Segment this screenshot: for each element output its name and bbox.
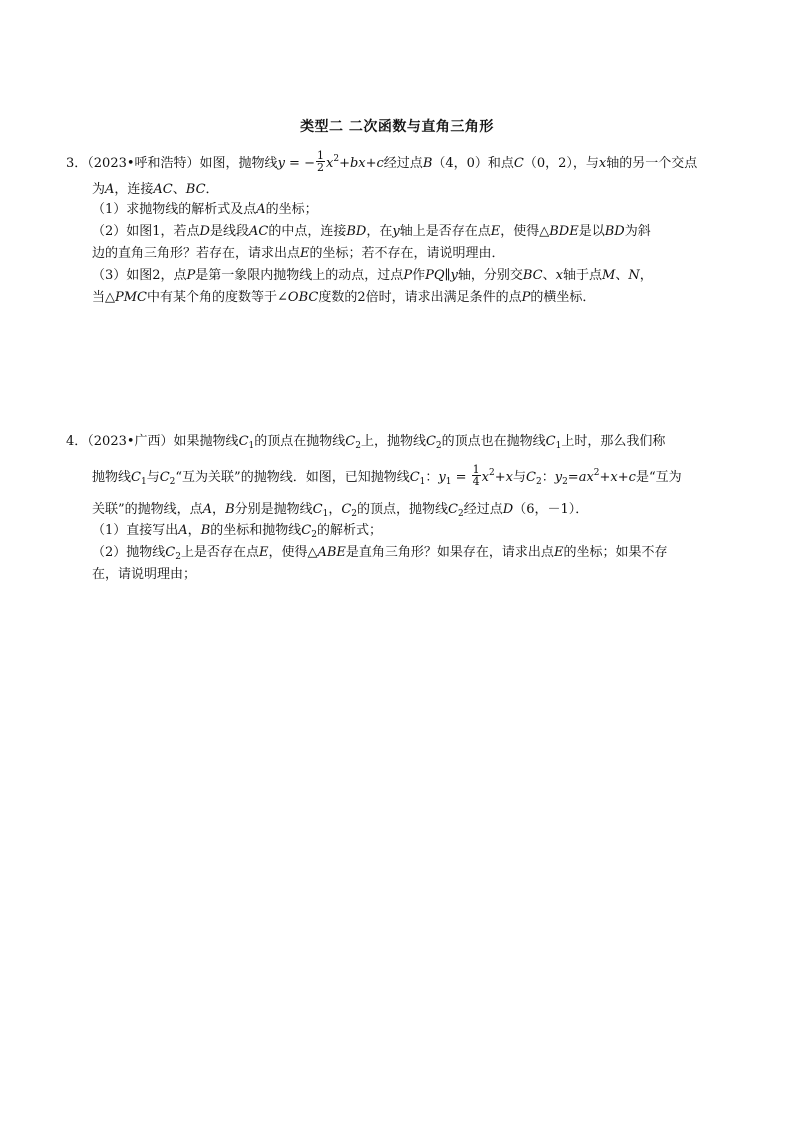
triangle-BDE: BDE bbox=[549, 224, 579, 239]
q3-part-1 bbox=[92, 200, 318, 220]
curve-C2: C bbox=[526, 470, 536, 485]
segment-BC: BC bbox=[185, 182, 206, 197]
q3-text: （4，0）和点 bbox=[432, 156, 514, 171]
q4-text: 上，抛物线 bbox=[360, 434, 426, 449]
q4-text: ： bbox=[425, 470, 439, 485]
point-M: M bbox=[602, 268, 616, 283]
q4-text: （2）抛物线 bbox=[92, 545, 166, 560]
q4-source: （2023•广西） bbox=[87, 434, 174, 449]
q4-text: 的顶点在抛物线 bbox=[254, 434, 346, 449]
segment-AC: AC bbox=[153, 182, 173, 197]
q4-text: 的顶点也在抛物线 bbox=[441, 434, 546, 449]
q3-number: 3． bbox=[66, 156, 88, 171]
curve-C2: C bbox=[341, 502, 352, 517]
eq-sign: = − bbox=[284, 156, 315, 171]
q4-text: 的顶点，抛物线 bbox=[357, 502, 449, 517]
point-B: B bbox=[200, 523, 211, 538]
curve-C1: C bbox=[312, 502, 323, 517]
subscript: 2 bbox=[169, 477, 176, 487]
q4-line-1 bbox=[66, 432, 665, 452]
q4-text: 在，请说明理由； bbox=[92, 567, 197, 582]
point-B: B bbox=[225, 502, 235, 517]
triangle-ABE: ABE bbox=[317, 545, 346, 560]
q4-text: 上是否存在点 bbox=[180, 545, 259, 560]
exponent: 2 bbox=[489, 468, 495, 478]
var-y: y bbox=[392, 224, 400, 239]
q4-text: 的解析式； bbox=[316, 523, 382, 538]
segment-PQ: PQ bbox=[425, 268, 445, 283]
q3-text: 、 bbox=[172, 182, 186, 197]
point-D: D bbox=[199, 224, 210, 239]
subscript: 2 bbox=[311, 530, 317, 540]
q4-text: ，使得△ bbox=[268, 545, 318, 560]
parallel-sign: ∥ bbox=[444, 268, 451, 283]
q3-text: ，在 bbox=[366, 224, 393, 239]
point-E: E bbox=[553, 545, 564, 560]
subscript: 2 bbox=[351, 509, 358, 519]
q4-text: 分别是抛物线 bbox=[234, 502, 313, 517]
q3-part-3-line-2 bbox=[92, 288, 595, 308]
q3-text: 经过点 bbox=[383, 156, 423, 171]
q3-text: ． bbox=[205, 182, 219, 197]
point-A: A bbox=[105, 182, 115, 197]
q3-text: 边的直角三角形？若存在，请求出点 bbox=[92, 246, 301, 261]
q3-line-1 bbox=[66, 149, 698, 175]
eq-rest: +x+c bbox=[599, 470, 636, 485]
segment-BC: BC bbox=[522, 268, 543, 283]
point-E: E bbox=[300, 246, 310, 261]
q3-text: 轴的另一个交点 bbox=[606, 156, 698, 171]
curve-C1: C bbox=[238, 434, 249, 449]
q4-text: 与 bbox=[512, 470, 526, 485]
eq-rest: +x bbox=[494, 470, 513, 485]
subscript: 1 bbox=[419, 477, 426, 487]
q4-text: 是直角三角形？如果存在，请求出点 bbox=[345, 545, 554, 560]
subscript: 2 bbox=[355, 441, 361, 451]
q3-text: 如图，抛物线 bbox=[199, 156, 278, 171]
q3-text: 的横坐标． bbox=[530, 290, 596, 305]
q4-text: “互为关联”的抛物线．如图，已知抛物线 bbox=[175, 470, 410, 485]
q4-text: 关联”的抛物线，点 bbox=[92, 502, 203, 517]
q4-line-3 bbox=[92, 500, 588, 520]
subscript: 2 bbox=[458, 509, 464, 519]
curve-C1: C bbox=[545, 434, 556, 449]
eq-sign: = bbox=[451, 470, 471, 485]
var-y: y bbox=[277, 156, 285, 171]
q3-text: （3）如图2，点 bbox=[92, 268, 187, 283]
var-ax: ax bbox=[578, 470, 594, 485]
point-P: P bbox=[403, 268, 413, 283]
q3-source: （2023•呼和浩特） bbox=[87, 156, 200, 171]
q3-part-2-line-2 bbox=[92, 244, 505, 264]
curve-C2: C bbox=[345, 434, 356, 449]
subscript: 2 bbox=[562, 477, 568, 487]
q3-text: 为 bbox=[92, 182, 106, 197]
q3-text: 的坐标； bbox=[265, 202, 318, 217]
exponent: 2 bbox=[333, 154, 340, 164]
q4-text: ， bbox=[328, 502, 342, 517]
point-N: N bbox=[628, 268, 640, 283]
q3-text: ，使得△ bbox=[500, 224, 550, 239]
point-P: P bbox=[521, 290, 531, 305]
q4-text: ： bbox=[541, 470, 555, 485]
segment-BD: BD bbox=[346, 224, 367, 239]
q3-text: 当△ bbox=[92, 290, 115, 305]
q4-text: （6，－1）． bbox=[513, 502, 589, 517]
q4-text: 与 bbox=[146, 470, 160, 485]
point-A: A bbox=[202, 502, 213, 517]
subscript: 2 bbox=[535, 477, 542, 487]
curve-C2: C bbox=[165, 545, 176, 560]
q3-line-2 bbox=[92, 180, 219, 200]
q4-text: 经过点 bbox=[463, 502, 503, 517]
q4-text: 的坐标；如果不存 bbox=[563, 545, 668, 560]
q3-text: 轴于点 bbox=[562, 268, 602, 283]
fraction-one-half: $\frac{1}{2}$ bbox=[316, 149, 324, 174]
var-y1: y bbox=[438, 470, 446, 485]
q3-part-2-line-1 bbox=[92, 222, 651, 242]
subscript: 1 bbox=[555, 441, 562, 451]
q3-text: 轴，分别交 bbox=[457, 268, 523, 283]
q3-text: 作 bbox=[412, 268, 426, 283]
var-x: x bbox=[481, 470, 490, 485]
q4-number: 4． bbox=[66, 434, 88, 449]
segment-AC: AC bbox=[249, 224, 269, 239]
eq-rest: +bx+c bbox=[339, 156, 384, 171]
subscript: 1 bbox=[248, 441, 255, 451]
point-D: D bbox=[502, 502, 514, 517]
q4-text: 抛物线 bbox=[92, 470, 132, 485]
curve-C2: C bbox=[448, 502, 458, 517]
q4-text: 的坐标和抛物线 bbox=[210, 523, 302, 538]
q3-text: 的中点，连接 bbox=[268, 224, 347, 239]
var-x: x bbox=[555, 268, 563, 283]
subscript: 1 bbox=[445, 477, 452, 487]
point-E: E bbox=[490, 224, 501, 239]
point-B: B bbox=[422, 156, 433, 171]
point-C: C bbox=[513, 156, 524, 171]
curve-C2: C bbox=[301, 523, 312, 538]
point-A: A bbox=[256, 202, 266, 217]
q4-line-2 bbox=[92, 463, 682, 489]
q3-text: 、 bbox=[542, 268, 556, 283]
q4-part-2-line-2 bbox=[92, 565, 196, 585]
var-x: x bbox=[325, 156, 334, 171]
q4-part-2-line-1 bbox=[92, 543, 667, 563]
point-A: A bbox=[178, 523, 188, 538]
eq-sign: = bbox=[567, 470, 579, 485]
curve-C2: C bbox=[425, 434, 436, 449]
q3-text: 中有某个角的度数等于∠ bbox=[147, 290, 288, 305]
curve-C1: C bbox=[131, 470, 141, 485]
curve-C1: C bbox=[409, 470, 420, 485]
var-y: y bbox=[450, 268, 458, 283]
q4-text: 如果抛物线 bbox=[173, 434, 239, 449]
q3-text: 是线段 bbox=[209, 224, 249, 239]
q3-text: 是以 bbox=[578, 224, 605, 239]
q3-text: 的坐标；若不存在，请说明理由． bbox=[309, 246, 505, 261]
curve-C2: C bbox=[159, 470, 170, 485]
q3-text: 、 bbox=[615, 268, 629, 283]
subscript: 1 bbox=[322, 509, 329, 519]
q4-text: 上时，那么我们称 bbox=[561, 434, 666, 449]
q3-part-3-line-1 bbox=[92, 266, 653, 286]
exponent: 2 bbox=[593, 468, 600, 478]
q4-text: （1）直接写出 bbox=[92, 523, 179, 538]
section-title: 类型二 二次函数与直角三角形 bbox=[300, 119, 494, 135]
fraction-one-quarter: $\frac{1}{4}$ bbox=[472, 463, 480, 488]
point-P: P bbox=[186, 268, 196, 283]
q4-text: 是“互为 bbox=[635, 470, 682, 485]
segment-BD: BD bbox=[604, 224, 625, 239]
q3-text: （0，2），与 bbox=[523, 156, 599, 171]
q3-text: 为斜 bbox=[624, 224, 651, 239]
point-E: E bbox=[258, 545, 269, 560]
angle-OBC: OBC bbox=[287, 290, 319, 305]
q3-text: ，连接 bbox=[114, 182, 154, 197]
q3-text: 轴上是否存在点 bbox=[399, 224, 491, 239]
var-y2: y bbox=[554, 470, 563, 485]
subscript: 2 bbox=[175, 552, 181, 562]
q3-text: （1）求抛物线的解析式及点 bbox=[92, 202, 257, 217]
triangle-PMC: PMC bbox=[115, 290, 148, 305]
subscript: 2 bbox=[435, 441, 442, 451]
q3-text: 是第一象限内抛物线上的动点，过点 bbox=[195, 268, 404, 283]
subscript: 1 bbox=[140, 477, 147, 487]
q4-text: ， bbox=[187, 523, 201, 538]
q4-part-1 bbox=[92, 521, 382, 541]
var-x: x bbox=[598, 156, 607, 171]
q3-text: ， bbox=[639, 268, 653, 283]
q4-text: ， bbox=[212, 502, 226, 517]
q3-text: （2）如图1，若点 bbox=[92, 224, 200, 239]
q3-text: 度数的2倍时，请求出满足条件的点 bbox=[318, 290, 522, 305]
